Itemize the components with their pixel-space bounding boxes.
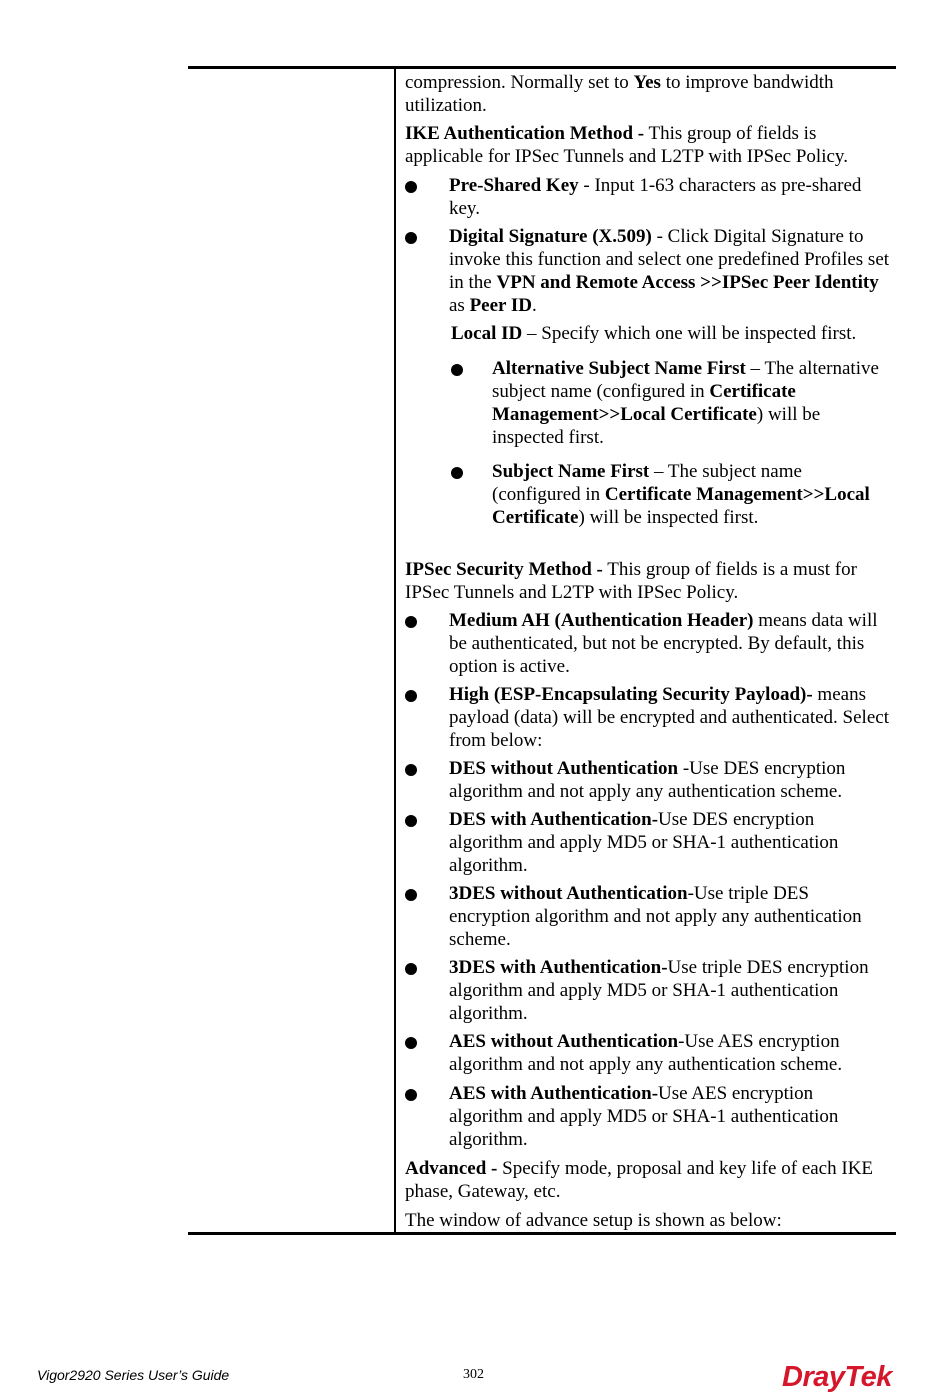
bullet-icon <box>405 616 417 628</box>
advance-window-note: The window of advance setup is shown as below: <box>405 1210 782 1231</box>
ipsec-security-method-paragraph: IPSec Security Method - This group of fields is a must for IPSec Tunnels and L2TP with IPSec Policy. <box>405 559 857 603</box>
bullet-icon <box>405 1037 417 1049</box>
bullet-icon <box>451 364 463 376</box>
bullet-icon <box>405 690 417 702</box>
bullet-icon <box>405 1089 417 1101</box>
bullet-icon <box>405 181 417 193</box>
bullet-icon <box>451 467 463 479</box>
footer-guide-title: Vigor2920 Series User’s Guide <box>37 1367 230 1383</box>
column-divider <box>394 69 396 1232</box>
bullet-icon <box>405 815 417 827</box>
ike-auth-method-paragraph: IKE Authentication Method - This group of fields is applicable for IPSec Tunnels and L2TP with IPSec Policy. <box>405 123 848 167</box>
description-cell: compression. Normally set to Yes to improve bandwidth utilization. IKE Authentication Method - This group of fields is applicable for IPSec Tunnels and L2TP with IPSec Policy. Pre-Shared Key - Input 1-63 characters as pre-shared key. Digital Signature (X.509) - Click Digital Signature to invoke this function and select one predefined Profiles set in the VPN and Remote Access >>IPSec Peer Identity as Peer ID. Local ID – Specify which one will be inspected first. Alternative Subject Name First – The alternative subject name (configured in Certificate Management>>Local Certificate) will be inspected first. Subject Name First – The subject name (configured in Certificate Management>>Local Certificate) will be inspected first. IPSec Security Method - This group of fields is a must for IPSec Tunnels and L2TP with IPSec Policy. Medium AH (Authentication Header) means data will be authenticated, but not be encrypted. By default, this option is active. High (ESP-Encapsulating Security Payload)- means payload (data) will be encrypted and authenticated. Select from below: DES without Authentication -Use DES encryption algorithm and not apply any authentication scheme. DES with Authentication-Use DES encryption algorithm and apply MD5 or SHA-1 authentication algorithm. 3DES without Authentication-Use triple DES encryption algorithm and not apply any authentication scheme. 3DES with Authentication-Use triple DES encryption algorithm and apply MD5 or SHA-1 authentication algorithm. AES without Authentication-Use AES encryption algorithm and not apply any authentication scheme. AES with Authentication-Use AES encryption algorithm and apply MD5 or SHA-1 authentication algorithm. Advanced - Specify mode, proposal and key life of each IKE phase, Gateway, etc. The window of advance setup is shown as below: <box>405 72 890 1231</box>
bullet-icon <box>405 889 417 901</box>
draytek-logo: DrayTek <box>782 1361 892 1393</box>
bullet-icon <box>405 963 417 975</box>
bullet-icon <box>405 764 417 776</box>
page-number: 302 <box>463 1367 484 1382</box>
parameter-table <box>188 66 896 1235</box>
compression-paragraph: compression. Normally set to Yes to improve bandwidth utilization. <box>405 72 834 116</box>
bullet-icon <box>405 232 417 244</box>
local-id-paragraph: Local ID – Specify which one will be inspected first. <box>451 323 857 344</box>
advanced-paragraph: Advanced - Specify mode, proposal and key life of each IKE phase, Gateway, etc. <box>405 1158 874 1202</box>
